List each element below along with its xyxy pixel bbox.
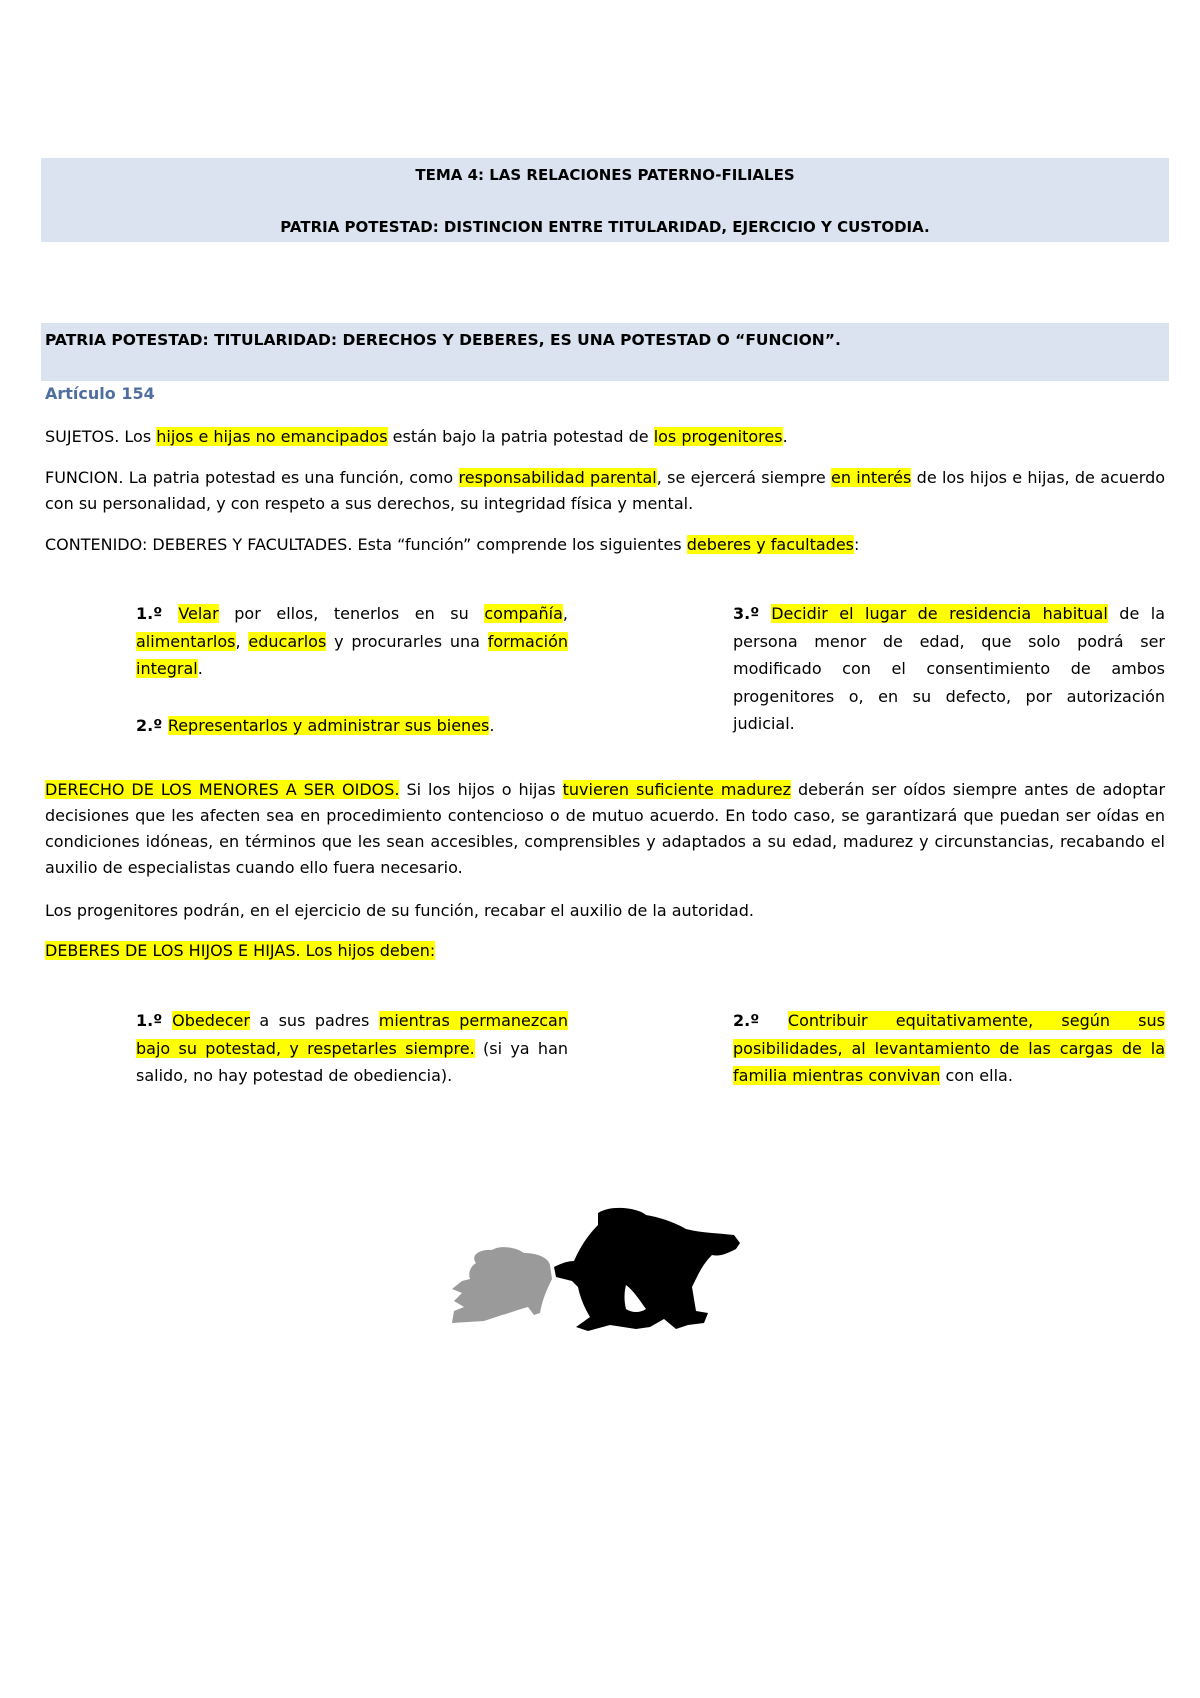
highlighted-text: alimentarlos [136,631,236,651]
highlighted-text: en interés [830,468,912,487]
text-run: están bajo la patria potestad de [387,427,654,446]
text-run: CONTENIDO: DEBERES Y FACULTADES. Esta “función” comprende los siguientes [45,535,687,554]
highlighted-text: mientras permanezcan bajo su potestad, y respetarles siempre. [136,1011,569,1058]
sujetos-paragraph [45,424,1165,450]
text-run: SUJETOS. Los [45,427,157,446]
text-run: , se ejercerá siempre [656,468,831,487]
item-number: 1.º [136,604,179,623]
highlighted-text: Decidir el lugar de residencia habitual [771,604,1108,623]
deber-item-1 [136,600,568,683]
highlighted-text: Obedecer [172,1011,250,1030]
deber-item-3 [733,600,1165,738]
deber-hijo-item-1 [136,1007,568,1090]
parent-child-silhouette-icon [440,1205,780,1333]
title-band [41,158,1169,242]
text-run: : [854,535,860,554]
text-run: FUNCION. La patria potestad es una función, como [45,468,459,487]
highlighted-text: deberes y facultades [686,535,855,554]
funcion-paragraph [45,465,1165,517]
document-title: TEMA 4: LAS RELACIONES PATERNO-FILIALES [415,166,795,184]
highlighted-text: hijos e hijas no emancipados [156,427,388,446]
section-band [41,323,1169,381]
highlighted-text: Representarlos y administrar sus bienes [167,716,490,735]
child-silhouette [452,1247,552,1323]
contenido-paragraph [45,532,1165,558]
item-number: 1.º [136,1011,173,1030]
highlighted-text: educarlos [248,631,327,651]
text-run: de los hijos e hijas, de acuerdo con su personalidad, y con respeto a sus derechos, su integridad física y mental. [45,468,1166,513]
text-run: deberán ser oídos siempre antes de adoptar decisiones que les afecten sea en procedimiento contencioso o de mutuo acuerdo. En todo caso, se garantizará que puedan ser oídas en condiciones idóneas, en términos que les sean accesibles, comprensibles y adaptados a su edad, madurez y circunstancias, recabando el auxilio de especialistas cuando ello fuera necesario. [45,780,1166,877]
text-run: por ellos, tenerlos en su [218,604,485,623]
text-run: (si ya han salido, no hay potestad de obediencia). [136,1038,569,1085]
item-number: 3.º [733,604,772,623]
text-run: . [489,716,495,735]
highlighted-text: Contribuir equitativamente, según sus posibilidades, al levantamiento de las cargas de la familia mientras convivan [733,1011,1165,1085]
highlighted-text: Velar [178,604,219,623]
text-run: de la persona menor de edad, que solo podrá ser modificado con el consentimiento de ambos progenitores o, en su defecto, por autorización judicial. [733,604,1166,733]
highlighted-text: los progenitores [653,427,783,446]
article-heading: Artículo 154 [45,384,155,403]
item-number: 2.º [733,1011,788,1030]
derecho-oidos-paragraph [45,777,1165,881]
highlighted-text: responsabilidad parental [458,468,657,487]
parent-silhouette [554,1208,740,1331]
auxilio-paragraph: Los progenitores podrán, en el ejercicio de su función, recabar el auxilio de la autoridad. [45,901,754,920]
text-run: . [782,427,788,446]
text-run: . [197,659,203,678]
text-run: , [562,604,568,623]
highlighted-text: compañía [484,604,563,623]
highlighted-text: tuvieren suficiente madurez [562,780,792,799]
text-run: , [235,631,249,651]
text-run: Si los hijos o hijas [399,780,563,799]
text-run: y procurarles una [326,631,488,651]
text-run: con ella. [940,1066,1013,1085]
highlighted-text: formación integral [136,631,569,678]
deber-hijo-item-2 [733,1007,1165,1090]
text-run: a sus padres [249,1011,379,1030]
highlighted-text: DERECHO DE LOS MENORES A SER OIDOS. [45,780,400,799]
item-number: 2.º [136,716,168,735]
deberes-hijos-heading [45,938,1165,964]
section-heading: PATRIA POTESTAD: TITULARIDAD: DERECHOS Y DEBERES, ES UNA POTESTAD O “FUNCION”. [45,331,841,349]
document-subtitle: PATRIA POTESTAD: DISTINCION ENTRE TITULARIDAD, EJERCICIO Y CUSTODIA. [280,218,930,236]
highlighted-text: DEBERES DE LOS HIJOS E HIJAS. Los hijos deben: [45,941,436,960]
deber-item-2 [136,712,568,740]
